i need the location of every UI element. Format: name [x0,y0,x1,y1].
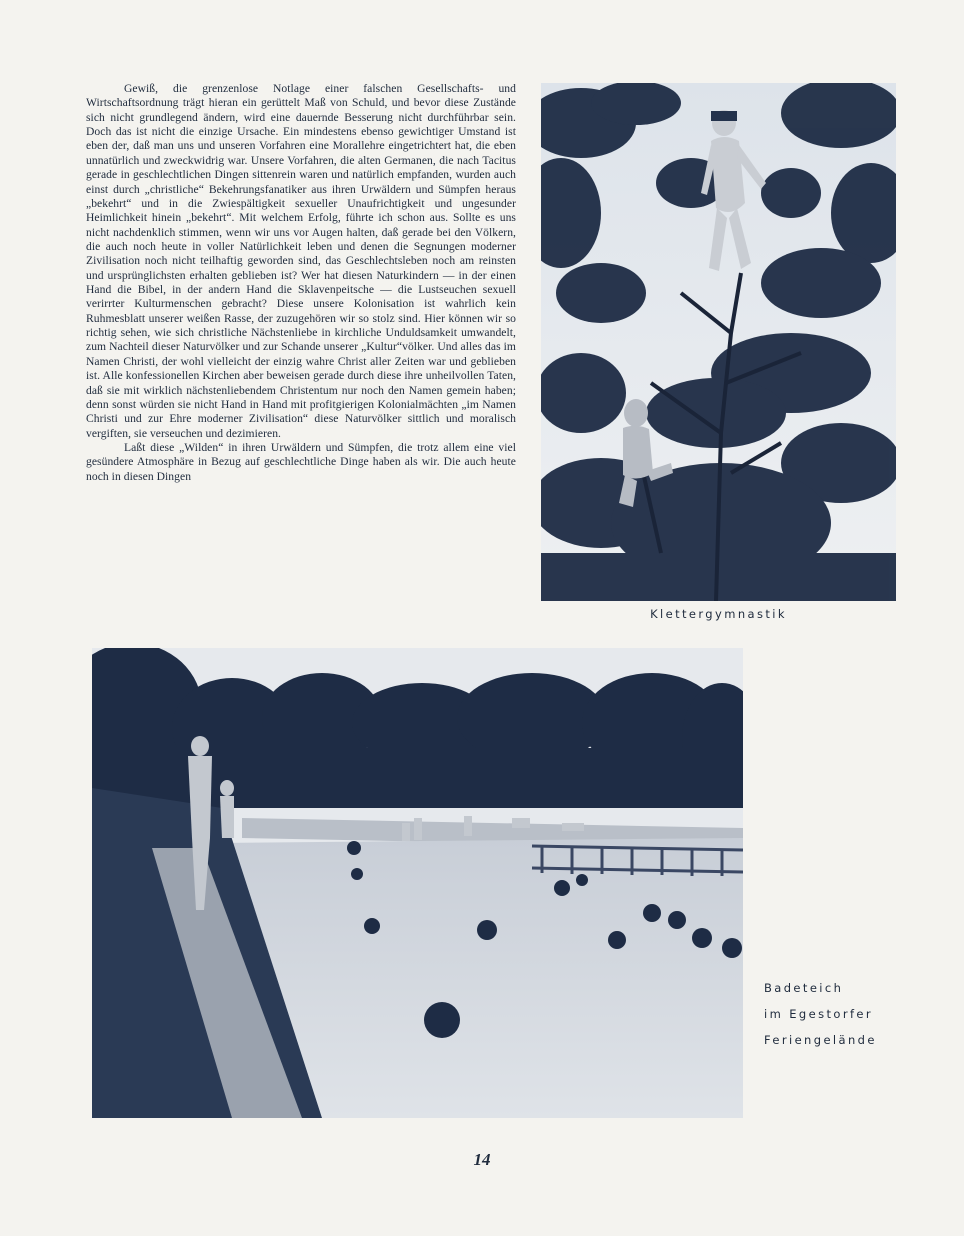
caption-badeteich [764,975,944,1053]
photo-klettergymnastik [541,83,896,601]
photo-badeteich [92,648,743,1118]
caption-line-2: im Egestorfer [764,1007,874,1021]
caption-line-1: Badeteich [764,981,844,995]
article-paragraph-2: Laßt diese „Wilden“ in ihren Urwäldern und Sümpfen, die trotz allem eine viel gesündere Atmosphäre in Bezug auf geschlechtliche Dinge haben als wir. Die auch heute noch in diesen Dingen [86,440,516,483]
page-number: 14 [473,1150,491,1169]
caption-klettergymnastik: Klettergymnastik [650,607,787,621]
article-paragraph-1: Gewiß, die grenzenlose Notlage einer falschen Gesellschafts- und Wirtschaftsordnung trägt hieran ein gerüttelt Maß von Schuld, und bevor diese Zustände sich nicht grundlegend ändern, wird eine dauernde Besserung nicht durchführbar sein. Doch das ist nicht die einzige Ursache. Ein mindestens ebenso gewichtiger Umstand ist eben der, daß man uns und unseren Vorfahren eine Morallehre eingetrichtert hat, die eben unnatürlich und zweckwidrig war. Unsere Vorfahren, die alten Germanen, die nach Tacitus gerade in geschlechtlichen Dingen sittenrein waren und natürlich empfanden, wurden auch einst durch „christliche“ Bekehrungsfanatiker aus ihren Urwäldern und Sümpfen heraus „bekehrt“ und in die Zwiespältigkeit sexueller Unaufrichtigkeit und ungesunder Heimlichkeit hinein „bekehrt“. Mit welchem Erfolg, führte ich schon aus. Sollte es uns nicht nachdenklich stimmen, wenn wir uns vor Augen halten, daß gerade bei den Völkern, die auch noch heute in voller Natürlichkeit leben und denen die Segnungen moderner Zivilisation noch nicht teilhaftig geworden sind, das Geschlechtsleben noch am reinsten und ursprünglichsten erhalten geblieben ist? Wer hat diesen Naturkindern — in der einen Hand die Bibel, in der andern Hand die Sklavenpeitsche — die Lustseuchen sexuell verirrter Kulturmenschen gebracht? Diese unsere Kolonisation ist wahrlich kein Ruhmesblatt unserer weißen Rasse, der zuzugehören wir so stolz sind. Hier können wir so richtig sehen, wie sich christliche Nächstenliebe in kirchliche Unduldsamkeit umwandelt, zum Nachteil dieser Naturvölker und zur Schande unserer „Kultur“völker. Und alles das im Namen Christi, der wohl vielleicht der einzig wahre Christ aller Zeiten war und geblieben ist. Alle konfessionellen Kirchen aber beweisen gerade durch diese ihre unheilvollen Taten, daß sie mit wirklich nächstenliebendem Christentum nur noch den Namen gemein haben; denn sonst würden sie nicht Hand in Hand mit profitgierigen Kolonialmächten „im Namen Christi und zur Ehre moderner Zivilisation“ diese Naturvölker sittlich und moralisch vergiften, sie verseuchen und dezimieren. [86,82,516,440]
article-text [86,82,516,598]
caption-line-3: Feriengelände [764,1033,877,1047]
